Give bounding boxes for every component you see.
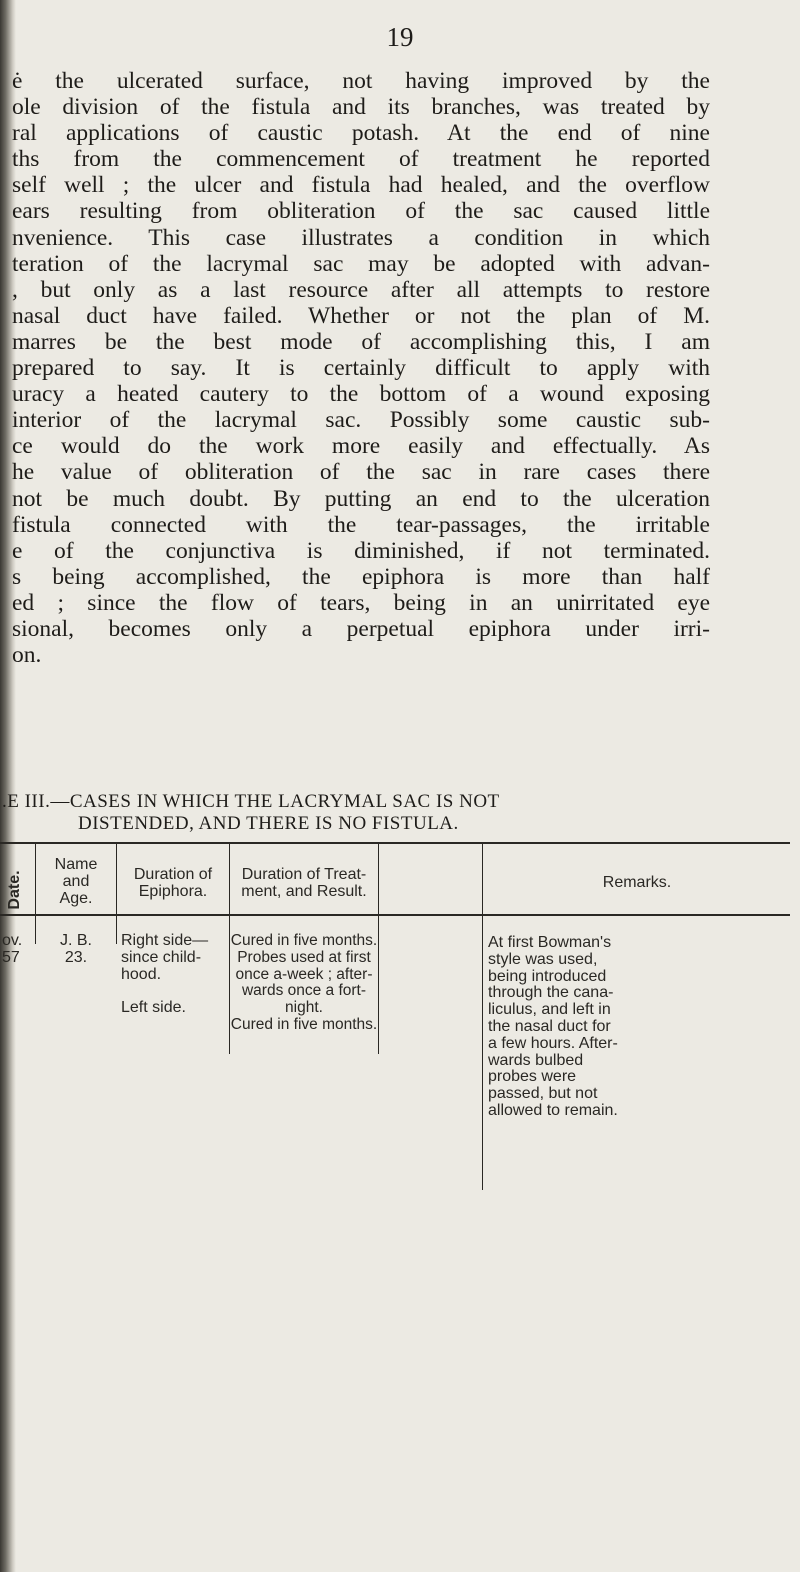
row-duration-epiphora	[121, 933, 229, 1017]
body-line: on.	[12, 642, 42, 669]
cell-line: ment, and Result.	[241, 882, 367, 900]
column-divider-5	[482, 844, 483, 1190]
cell-line: passed, but not	[488, 1085, 598, 1103]
cell-line: once a-week ; after-	[235, 965, 373, 983]
body-line: ed ; since the flow of tears, being in an unirritated eye	[12, 589, 710, 616]
row-name-age	[38, 933, 114, 967]
row-remarks	[488, 935, 680, 1120]
body-line: , but only as a last resource after all attempts to restore	[12, 276, 710, 303]
header-duration-treatment	[231, 867, 377, 901]
cell-line: wards bulbed	[488, 1051, 584, 1069]
cell-line: Duration of	[133, 866, 213, 883]
table-header-rule	[0, 914, 790, 916]
cell-line: wards once a fort-	[241, 982, 367, 1000]
cell-line: Cured in five months.	[230, 1015, 378, 1033]
cell-line: and	[62, 872, 90, 890]
cell-line: Duration of Treat-	[241, 866, 367, 883]
section-title-line-1: .E III.—CASES IN WHICH THE LACRYMAL SAC IS NOT	[2, 791, 500, 812]
column-divider-2	[116, 844, 117, 944]
cell-line: Probes used at first	[237, 948, 371, 966]
cell-line: hood.	[121, 965, 162, 983]
cell-line: J. B.	[59, 932, 92, 949]
cell-line: 57	[2, 948, 20, 966]
body-line: sional, becomes only a perpetual epiphora under irri-	[12, 615, 710, 642]
body-line: he value of obliteration of the sac in rare cases there	[12, 459, 710, 486]
body-line: ole division of the fistula and its branches, was treated by	[12, 94, 710, 121]
table-top-rule	[0, 842, 790, 844]
cell-line: At first Bowman's	[488, 934, 612, 951]
cell-line: Cured in five months.	[230, 932, 378, 949]
row-duration-treatment	[228, 933, 380, 1034]
body-line: e of the conjunctiva is diminished, if not terminated.	[12, 537, 710, 564]
body-line: fistula connected with the tear-passages, the irritable	[12, 511, 710, 538]
body-line: ths from the commencement of treatment he reported	[12, 146, 710, 173]
body-line: ce would do the work more easily and effectually. As	[12, 433, 710, 460]
body-line: marres be the best mode of accomplishing this, I am	[12, 328, 710, 355]
cell-line: ov.	[2, 932, 23, 949]
cell-line: Name	[54, 856, 98, 873]
header-date: Date.	[6, 870, 23, 910]
body-line: nvenience. This case illustrates a condition in which	[12, 224, 710, 251]
header-remarks: Remarks.	[602, 874, 672, 891]
body-line: ears resulting from obliteration of the sac caused little	[12, 198, 710, 225]
body-line: self well ; the ulcer and fistula had healed, and the overflow	[12, 172, 710, 199]
section-title-line-2: DISTENDED, AND THERE IS NO FISTULA.	[78, 813, 459, 834]
body-line: s being accomplished, the epiphora is more than half	[12, 563, 710, 590]
column-divider-1	[35, 844, 36, 944]
cell-line: probes were	[488, 1068, 577, 1086]
cell-line: Epiphora.	[138, 882, 208, 900]
body-line: interior of the lacrymal sac. Possibly some caustic sub-	[12, 407, 710, 434]
cell-line: being introduced	[488, 967, 607, 985]
cell-line: night.	[285, 999, 323, 1017]
header-name-age	[38, 857, 114, 907]
cell-line: through the cana-	[488, 984, 614, 1002]
row-date	[2, 933, 34, 967]
cell-line	[121, 983, 229, 1000]
cell-line: since child-	[121, 948, 202, 966]
cell-line: liculus, and left in	[488, 1001, 611, 1019]
cell-line: allowed to remain.	[488, 1101, 618, 1119]
body-line: teration of the lacrymal sac may be adopted with advan-	[12, 250, 710, 277]
cell-line: Right side—	[121, 932, 209, 949]
cell-line: the nasal duct for	[488, 1017, 611, 1035]
cell-line: a few hours. After-	[488, 1034, 618, 1052]
body-line: prepared to say. It is certainly difficult to apply with	[12, 355, 710, 382]
header-duration-epiphora	[118, 867, 228, 901]
body-line: ė the ulcerated surface, not having improved by the	[12, 68, 710, 94]
section-title	[0, 791, 800, 835]
cell-line: 23.	[64, 948, 88, 966]
body-line: nasal duct have failed. Whether or not the plan of M.	[12, 302, 710, 329]
body-paragraph	[0, 68, 800, 668]
cell-line: style was used,	[488, 950, 598, 968]
body-line: not be much doubt. By putting an end to the ulceration	[12, 485, 710, 512]
cell-line: Age.	[59, 889, 93, 907]
page-number: 19	[386, 22, 414, 52]
body-line: ral applications of caustic potash. At the end of nine	[12, 120, 710, 147]
cell-line: Left side.	[121, 999, 186, 1017]
body-line: uracy a heated cautery to the bottom of a wound exposing	[12, 381, 710, 408]
